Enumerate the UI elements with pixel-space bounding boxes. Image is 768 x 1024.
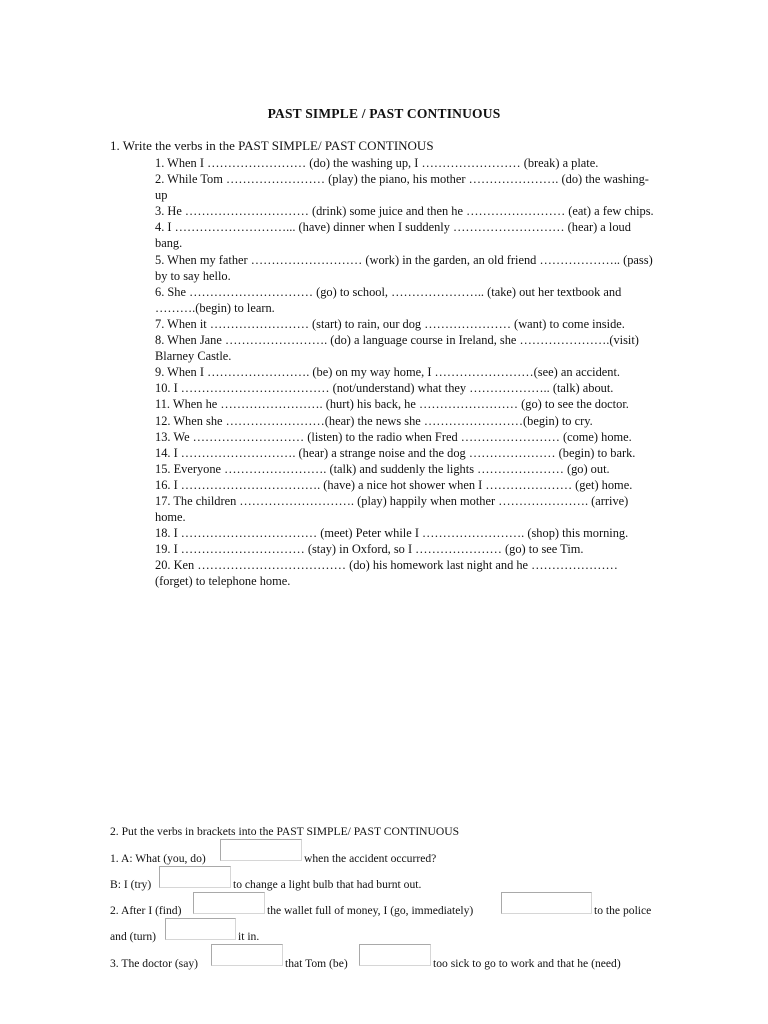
q2b-answer-field[interactable] <box>165 918 236 940</box>
exercise-item: 4. I ………………………... (have) dinner when I suddenly ……………………… (hear) a loud bang. <box>155 220 631 251</box>
exercise-item: 16. I ……………………………. (have) a nice hot shower when I ………………… (get) home. <box>155 477 633 492</box>
exercise-item: 14. I ………………………. (hear) a strange noise and the dog ………………… (begin) to bark. <box>155 445 636 460</box>
exercise-item: 7. When it …………………… (start) to rain, our dog ………………… (want) to come inside. <box>155 316 625 331</box>
exercise-item: 8. When Jane ……………………. (do) a language course in Ireland, she ………………….(visit) Blarney Castle. <box>155 333 639 364</box>
q2b-prefix: and (turn) <box>110 930 157 943</box>
exercise-item: 17. The children ………………………. (play) happily when mother …………………. (arrive) home. <box>155 493 629 525</box>
section2-heading: 2. Put the verbs in brackets into the PAST SIMPLE/ PAST CONTINUOUS <box>110 825 460 838</box>
q1a-answer-field[interactable] <box>220 839 302 861</box>
exercise-item: 19. I ………………………… (stay) in Oxford, so I ………………… (go) to see Tim. <box>155 542 584 557</box>
exercise1-list <box>155 155 655 590</box>
q3-prefix: 3. The doctor (say) <box>110 957 199 970</box>
q2-middle: the wallet full of money, I (go, immediately) <box>267 904 474 917</box>
exercise-item: 2. While Tom …………………… (play) the piano, his mother …………………. (do) the washing-up <box>155 172 649 203</box>
section1-heading: 1. Write the verbs in the PAST SIMPLE/ PAST CONTINOUS <box>110 138 434 153</box>
q2b-suffix: it in. <box>238 930 260 943</box>
q1a-prefix: 1. A: What (you, do) <box>110 852 206 865</box>
exercise-item: 5. When my father ……………………… (work) in the garden, an old friend ……………….. (pass) by to say hello. <box>155 252 653 283</box>
q2-prefix: 2. After I (find) <box>110 904 182 917</box>
q3-answer-field-1[interactable] <box>211 944 283 966</box>
q3-middle: that Tom (be) <box>285 957 348 970</box>
exercise-item: 15. Everyone ……………………. (talk) and suddenly the lights ………………… (go) out. <box>155 461 610 476</box>
page-title: PAST SIMPLE / PAST CONTINUOUS <box>267 106 501 121</box>
exercise-item: 18. I …………………………… (meet) Peter while I ……………………. (shop) this morning. <box>155 526 629 541</box>
exercise-item: 11. When he ……………………. (hurt) his back, he …………………… (go) to see the doctor. <box>155 397 629 412</box>
exercise-item: 13. We ……………………… (listen) to the radio when Fred …………………… (come) home. <box>155 429 632 444</box>
exercise-item: 10. I ……………………………… (not/understand) what they ……………….. (talk) about. <box>155 381 614 396</box>
q1a-suffix: when the accident occurred? <box>304 852 437 865</box>
exercise-item: 6. She ………………………… (go) to school, ………………….. (take) out her textbook and ……….(begin) to learn. <box>155 284 622 315</box>
exercise-item: 12. When she ……………………(hear) the news she ……………………(begin) to cry. <box>155 413 593 428</box>
exercise-item: 3. He ………………………… (drink) some juice and then he …………………… (eat) a few chips. <box>155 204 654 219</box>
q1b-prefix: B: I (try) <box>110 878 152 891</box>
exercise-item: 20. Ken ……………………………… (do) his homework last night and he ………………… (forget) to telephone home. <box>155 558 618 589</box>
q2-answer-field-2[interactable] <box>501 892 592 914</box>
q2-answer-field-1[interactable] <box>193 892 265 914</box>
q1b-suffix: to change a light bulb that had burnt out. <box>233 878 422 891</box>
q3-suffix: too sick to go to work and that he (need) <box>433 957 621 970</box>
exercise-item: 9. When I ……………………. (be) on my way home, I ……………………(see) an accident. <box>155 365 621 380</box>
q1b-answer-field[interactable] <box>159 866 231 888</box>
q3-answer-field-2[interactable] <box>359 944 431 966</box>
exercise-item: 1. When I …………………… (do) the washing up, I …………………… (break) a plate. <box>155 156 599 170</box>
q2-suffix: to the police <box>594 904 652 917</box>
